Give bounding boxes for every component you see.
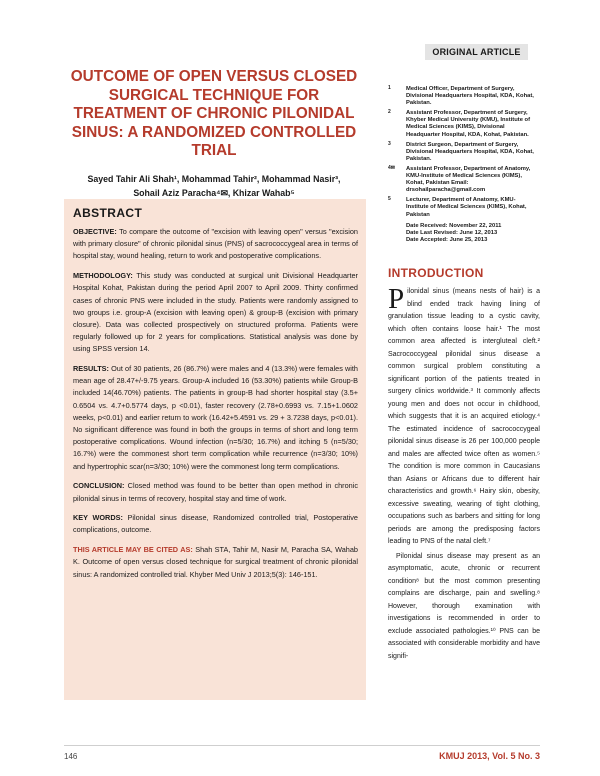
affiliation-item xyxy=(388,197,538,218)
date-accepted: Date Accepted: June 25, 2013 xyxy=(406,236,488,243)
abstract-objective xyxy=(73,226,358,263)
journal-issue: KMUJ 2013, Vol. 5 No. 3 xyxy=(439,751,540,761)
affiliation-text: Lecturer, Department of Anatomy, KMU-Institute of Medical Sciences (KIMS), Kohat, Pakistan xyxy=(406,197,527,218)
author-list xyxy=(64,172,364,200)
affiliation-number: 5 xyxy=(388,196,391,203)
affiliation-text: District Surgeon, Department of Surgery, Divisional Headquarters Hospital, KDA, Kohat, Pakistan. xyxy=(406,141,534,162)
abstract-box xyxy=(64,199,366,700)
abstract-body xyxy=(64,220,366,581)
affiliation-number: 3 xyxy=(388,140,391,147)
results-label: RESULTS: xyxy=(73,364,109,374)
affiliations-list xyxy=(388,86,538,244)
date-received: Date Received: November 22, 2011 xyxy=(406,222,502,229)
objective-text: To compare the outcome of "excision with leaving open" versus "excision with primary closure" of chronic pilonidal sinus (PNS) of sacrococcygeal area in terms of hospital stay, wound healing, return to work and postoperative complications. xyxy=(73,227,358,261)
affiliation-item xyxy=(388,86,538,107)
affiliation-item xyxy=(388,110,538,138)
affiliation-item xyxy=(388,142,538,163)
methodology-text: This study was conducted at surgical unit Divisional Headquarter Hospital Kohat, Pakistan during the period April 2007 to April 2009. Thirty confirmed cases of chronic PNS were included in the study. Patients were randomly assigned to two groups i.e. group-A (excision with leaving open) & group-B (excision with primary closure). Data was collected prospectively on structured proforma. Patients were regularly followed up for 2 years for complications. Statistical analysis was done by using SPSS version 14. xyxy=(73,271,358,354)
abstract-methodology xyxy=(73,270,358,355)
introduction-paragraph-1 xyxy=(388,283,540,549)
article-dates xyxy=(388,223,538,244)
keywords-label: KEY WORDS: xyxy=(73,513,123,523)
introduction-body xyxy=(388,283,540,663)
methodology-label: METHODOLOGY: xyxy=(73,271,133,281)
article-title: OUTCOME OF OPEN VERSUS CLOSED SURGICAL TECHNIQUE FOR TREATMENT OF CHRONIC PILONIDAL SINUS: A RANDOMIZED CONTROLLED TRIAL xyxy=(70,68,358,159)
affiliation-number: 4✉ xyxy=(388,164,395,171)
affiliation-text: Medical Officer, Department of Surgery, Divisional Headquarters Hospital, KDA, Kohat, Pakistan. xyxy=(406,86,534,107)
introduction-heading: INTRODUCTION xyxy=(388,266,484,280)
affiliation-number: 2 xyxy=(388,109,391,116)
author-line-1: Sayed Tahir Ali Shah¹, Mohammad Tahir², Mohammad Nasir³, xyxy=(87,174,341,184)
abstract-keywords xyxy=(73,512,358,536)
abstract-heading: ABSTRACT xyxy=(73,206,143,220)
introduction-text-1: ilonidal sinus (means nests of hair) is a blind ended track having lining of granulation tissue leading to a cystic cavity, which often contains loose hair.¹ The most common area affected is intergluteal cleft.² Sacrococcygeal pilonidal sinus disease a common surgical problem constituting a significant portion of the patients treated in surgery clinics worldwide.³ It commonly affects young men and does not occur in childhood, which suggests that it is an acquired etiology.⁴ The estimated incidence of sacrococcygeal pilonidal sinus disease is 26 per 100,000 people and males are affected twice often as women.⁵ The condition is more common in Caucasians than Asians or Africans due to different hair characteristics and growth.⁶ Hairy skin, obesity, excessive sweating, wearing of tight clothing, occupations such as barbers and sitting for long periods are among the predisposing factors leading to PNS of the natal cleft.⁷ xyxy=(388,288,540,545)
citation-text: Shah STA, Tahir M, Nasir M, Paracha SA, Wahab K. Outcome of open versus closed technique for surgical treatment of chronic pilonidal sinus: A randomized controlled trial. Khyber Med Univ J 2013;5(3): 146-151. xyxy=(73,545,358,579)
footer-divider xyxy=(64,745,540,746)
introduction-paragraph-2: Pilonidal sinus disease may present as an asymptomatic, acute, chronic or recurrent condition⁸ but the most common presenting complains are discharge, pain and swelling.⁸ However, thorough examination with investigations is recommended in order to exclude associated pathologies.¹⁰ PNS can be associated with considerable morbidity and have signifi- xyxy=(388,552,540,660)
article-type-label: ORIGINAL ARTICLE xyxy=(425,44,528,60)
affiliation-item xyxy=(388,166,538,194)
results-text: Out of 30 patients, 26 (86.7%) were males and 4 (13.3%) were females with mean age of 28.47+/-9.75 years. Group-A included 16 (53.30%) patients while Group-B included 14(46.70%) patients. The patients in group-B had shorter hospital stay (3.5+ 0.6504 vs. 4.7+0.5774 days, p <0.01), faster recovery (2.78+0.6993 vs. 7.15+1.0602 weeks, p<0.01) and earlier return to work (16.42+5.4591 vs. 29 + 3.7238 days, p<0.01). No significant difference was found in both the groups in terms of short and long term postoperative complications. Wound infection (n=5/30; 16.7%) and itching 5 (n=5/30; 16.7%) were the commonest short term complication while recurrence (n=3/30; 10%) and hypertrophic scar(n=3/30; 10%) were the commonest long term complications. xyxy=(73,364,358,471)
abstract-citation xyxy=(73,544,358,581)
conclusion-label: CONCLUSION: xyxy=(73,481,125,491)
affiliation-number: 1 xyxy=(388,85,391,91)
affiliation-text: Assistant Professor, Department of Surgery, Khyber Medical University (KMU), Institute of Medical Sciences (KIMS), Divisional Headquarter Hospital, KDA, Kohat, Pakistan. xyxy=(406,110,531,138)
author-line-2: Sohail Aziz Paracha⁴✉, Khizar Wahab⁵ xyxy=(133,188,295,198)
keywords-text: Pilonidal sinus disease, Randomized controlled trial, Postoperative complications, outcome. xyxy=(73,513,358,535)
drop-cap: P xyxy=(388,283,405,315)
citation-label: THIS ARTICLE MAY BE CITED AS: xyxy=(73,545,193,555)
date-revised: Date Last Revised: June 12, 2013 xyxy=(406,229,498,236)
affiliation-text: Assistant Professor, Department of Anatomy, KMU-Institute of Medical Sciences (KIMS), Kohat, Pakistan Email: drsohailparacha@gmail.com xyxy=(406,165,531,194)
objective-label: OBJECTIVE: xyxy=(73,227,117,236)
abstract-conclusion xyxy=(73,480,358,504)
page-number: 146 xyxy=(64,752,78,761)
abstract-results xyxy=(73,363,358,473)
conclusion-text: Closed method was found to be better than open method in chronic pilonidal sinus in terms of recovery, hospital stay and time of work. xyxy=(73,481,358,503)
